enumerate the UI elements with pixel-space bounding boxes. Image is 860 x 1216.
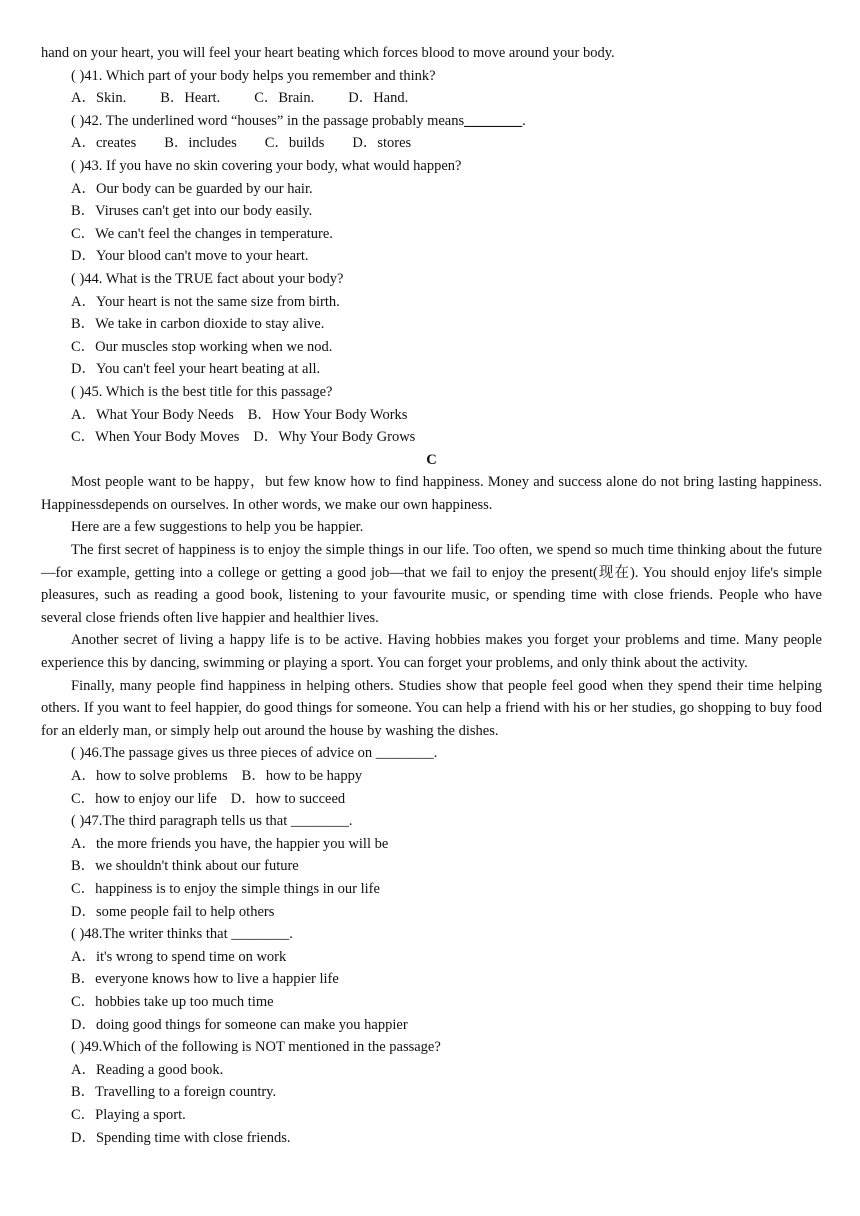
option-d: D．You can't feel your heart beating at all. <box>71 361 321 378</box>
question-43: ( )43. If you have no skin covering your body, what would happen? <box>71 157 462 174</box>
answer-blank: ________ <box>464 112 523 129</box>
question-44: ( )44. What is the TRUE fact about your body? <box>71 270 344 287</box>
question-45: ( )45. Which is the best title for this passage? <box>71 383 333 400</box>
option-b: B．includes <box>164 135 237 152</box>
paragraph-3: The first secret of happiness is to enjoy the simple things in our life. Too often, we spend so much time thinking about the future—for example, getting into a college or getting a good job—that we fail to enjoy the present(现在). You should enjoy life's simple pleasures, such as reading a good book, listening to your favourite music, or spending time with close friends. People who have several close friends often live happier and healthier lives. <box>41 542 822 626</box>
option-c: C．We can't feel the changes in temperature. <box>71 225 333 242</box>
option-a: A．What Your Body Needs <box>71 406 234 423</box>
option-b: B．we shouldn't think about our future <box>71 858 299 875</box>
paragraph-1: Most people want to be happy，but few know how to find happiness. Money and success alone do not bring lasting happiness. Happinessdepends on ourselves. In other words, we make our own happiness. <box>41 474 822 513</box>
option-a: A．the more friends you have, the happier you will be <box>71 835 389 852</box>
option-a: A．it's wrong to spend time on work <box>71 948 287 965</box>
question-46: ( )46.The passage gives us three pieces of advice on ________. <box>71 745 438 762</box>
option-b: B．Travelling to a foreign country. <box>71 1084 277 1101</box>
question-48: ( )48.The writer thinks that ________. <box>71 926 293 943</box>
option-c: C．builds <box>264 135 325 152</box>
option-a: A．Skin. <box>71 90 127 107</box>
option-c: C．hobbies take up too much time <box>71 993 274 1010</box>
paragraph-4: Another secret of living a happy life is to be active. Having hobbies makes you forget your problems and time. Many people experience this by dancing, swimming or playing a sport. You can forget your problems, and only think about the activity. <box>41 632 822 672</box>
option-c: C．how to enjoy our life <box>71 790 217 807</box>
option-d: D．how to succeed <box>230 790 346 807</box>
option-c: C．Our muscles stop working when we nod. <box>71 338 333 355</box>
option-b: B．everyone knows how to live a happier life <box>71 971 339 988</box>
passage-b-tail: hand on your heart, you will feel your heart beating which forces blood to move around your body. <box>41 45 615 61</box>
option-a: A．Reading a good book. <box>71 1061 224 1078</box>
question-41: ( )41. Which part of your body helps you remember and think? <box>71 67 436 84</box>
option-d: D．stores <box>352 135 412 152</box>
section-c-title: C <box>426 451 437 468</box>
option-b: B．How Your Body Works <box>247 406 408 423</box>
option-a: A．how to solve problems <box>71 768 228 784</box>
question-42-options <box>41 132 822 155</box>
option-b: B．We take in carbon dioxide to stay alive. <box>71 316 325 333</box>
question-42-end: . <box>522 112 526 129</box>
question-45-options-ab <box>41 404 822 427</box>
paragraph-2: Here are a few suggestions to help you be happier. <box>71 519 364 536</box>
option-b: B．Heart. <box>160 90 221 107</box>
option-a: A．Our body can be guarded by our hair. <box>71 180 313 197</box>
option-c: C．happiness is to enjoy the simple things in our life <box>71 880 380 897</box>
question-46-options-cd <box>41 788 822 811</box>
question-47: ( )47.The third paragraph tells us that ________. <box>71 813 353 830</box>
option-d: D．some people fail to help others <box>71 903 275 920</box>
option-c: C．Playing a sport. <box>71 1106 186 1123</box>
option-d: D．Hand. <box>348 90 409 107</box>
option-a: A．creates <box>71 135 137 152</box>
question-42-stem: ( )42. The underlined word “houses” in the passage probably means <box>71 112 465 129</box>
question-45-options-cd <box>41 426 822 449</box>
option-b: B．Viruses can't get into our body easily. <box>71 203 313 220</box>
option-c: C．Brain. <box>254 90 315 107</box>
question-49: ( )49.Which of the following is NOT mentioned in the passage? <box>71 1039 441 1056</box>
paragraph-5: Finally, many people find happiness in helping others. Studies show that people feel good when they spend their time helping others. If you want to feel happier, do good things for someone. You can help a friend with his or her studies, go shopping to buy food for an elderly man, or simply help out around the house by washing the dishes. <box>41 677 822 739</box>
option-d: D．Your blood can't move to your heart. <box>71 248 309 265</box>
option-b: B．how to be happy <box>241 768 363 784</box>
option-d: D．doing good things for someone can make you happier <box>71 1016 408 1033</box>
question-41-options <box>41 87 822 110</box>
question-42 <box>41 110 822 133</box>
option-d: D．Spending time with close friends. <box>71 1129 291 1146</box>
question-46-options-ab <box>41 765 822 788</box>
option-d: D．Why Your Body Grows <box>253 429 416 446</box>
option-a: A．Your heart is not the same size from birth. <box>71 293 340 310</box>
option-c: C．When Your Body Moves <box>71 429 240 446</box>
